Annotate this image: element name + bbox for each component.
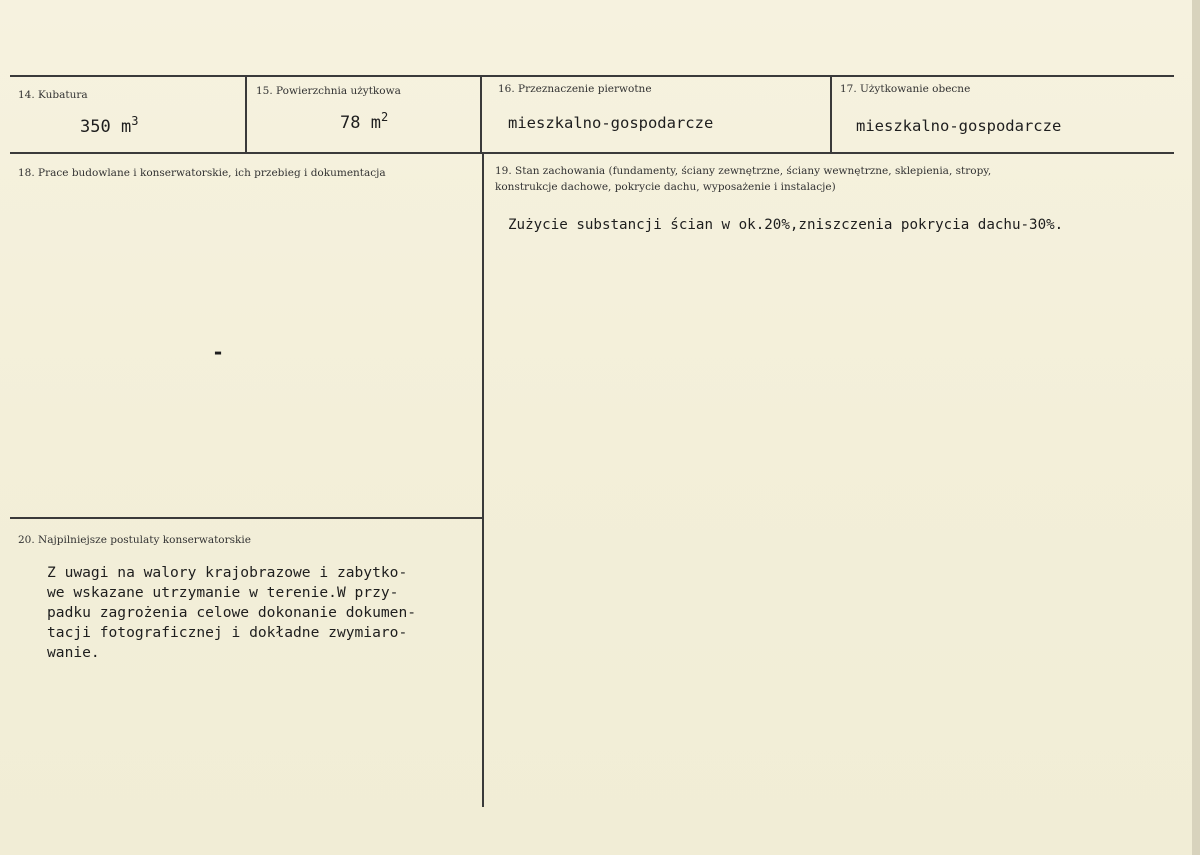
przeznaczenie-value: mieszkalno-gospodarcze	[508, 114, 714, 132]
kubatura-value: 350 $m^3$	[80, 114, 139, 137]
divider-18-20	[10, 517, 482, 519]
powierzchnia-value: 78 $m^2$	[340, 110, 389, 133]
header-row-bottom-rule	[10, 152, 1174, 154]
top-rule	[10, 75, 1174, 77]
divider-16-17	[830, 76, 832, 153]
stan-zachowania-label-line-1: 19. Stan zachowania (fundamenty, ściany zewnętrzne, ściany wewnętrzne, sklepienia, stropy,	[495, 165, 992, 177]
stan-zachowania-label-line-2: konstrukcje dachowe, pokrycie dachu, wyposażenie i instalacje)	[495, 181, 836, 193]
postulaty-line-1: Z uwagi na walory krajobrazowe i zabytko-	[47, 564, 408, 581]
postulaty-line-3: padku zagrożenia celowe dokonanie dokumen-	[47, 604, 417, 621]
divider-15-16	[480, 76, 482, 153]
card-edge	[1192, 0, 1200, 855]
prace-budowlane-value: -	[212, 340, 225, 364]
stan-zachowania-value: Zużycie substancji ścian w ok.20%,zniszczenia pokrycia dachu-30%.	[508, 217, 1064, 233]
uzytkowanie-value: mieszkalno-gospodarcze	[856, 117, 1062, 135]
powierzchnia-label: 15. Powierzchnia użytkowa	[256, 85, 401, 97]
postulaty-value	[47, 563, 416, 663]
prace-budowlane-label: 18. Prace budowlane i konserwatorskie, ich przebieg i dokumentacja	[18, 167, 386, 179]
postulaty-label: 20. Najpilniejsze postulaty konserwatorskie	[18, 534, 251, 546]
postulaty-line-2: we wskazane utrzymanie w terenie.W przy-	[47, 584, 399, 601]
postulaty-line-5: wanie.	[47, 644, 100, 661]
divider-left-right	[482, 152, 484, 807]
divider-14-15	[245, 76, 247, 153]
uzytkowanie-label: 17. Użytkowanie obecne	[840, 83, 971, 95]
postulaty-line-4: tacji fotograficznej i dokładne zwymiaro-	[47, 624, 408, 641]
przeznaczenie-label: 16. Przeznaczenie pierwotne	[498, 83, 652, 95]
kubatura-label: 14. Kubatura	[18, 89, 88, 101]
